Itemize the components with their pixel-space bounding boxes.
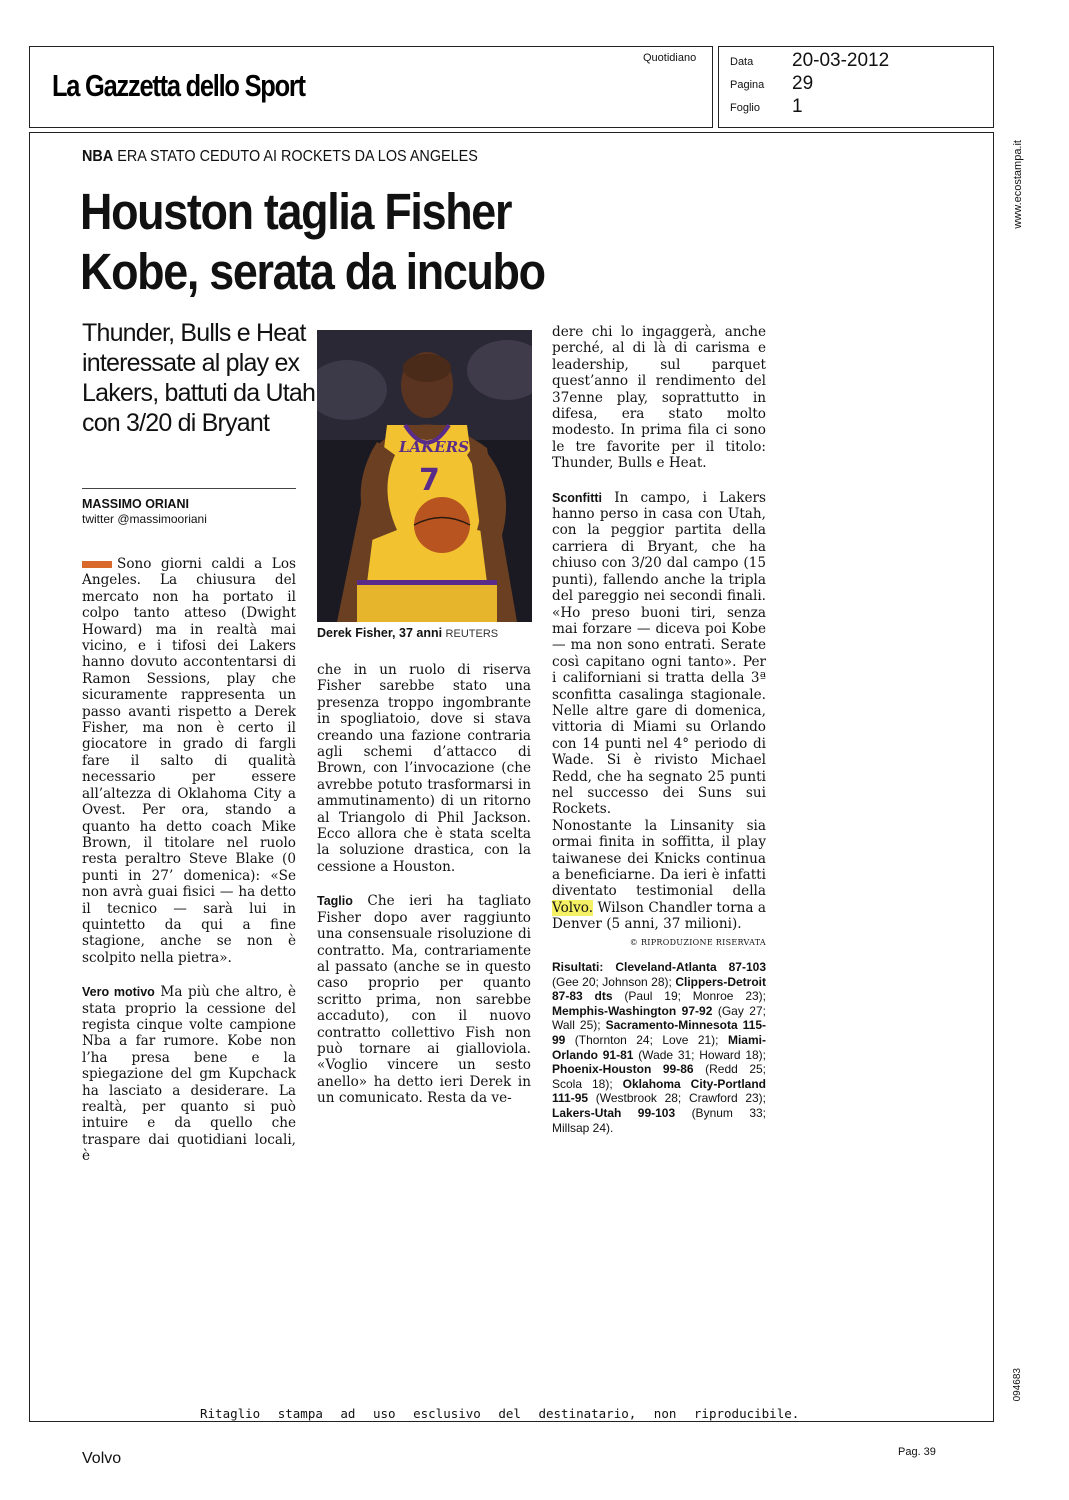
result-match: Phoenix-Houston 99-86 <box>552 1062 694 1077</box>
result-notes: (Bynum 33; Millsap 24). <box>552 1105 766 1135</box>
article-column-1 <box>82 556 296 1165</box>
subhead-lead: Vero motivo <box>82 985 155 1000</box>
kicker-tag: NBA <box>82 148 114 165</box>
result-notes: (Thornton 24; Love 21); <box>574 1032 719 1047</box>
publication-type: Quotidiano <box>643 52 697 64</box>
paragraph-text: Che ieri ha tagliato Fisher dopo aver raggiunto una consensuale risoluzione di contratto. Ma, contrariamente al passato (anche se in questo caso proprio per quanto scritto prima, non sarebbe accaduto), con il nuovo contratto collettivo Fish non può tornare ai gialloviola. «Voglio vincere un sesto anello» ha detto ieri Derek in un comunicato. Resta da ve- <box>317 893 531 1107</box>
player-photo <box>317 330 532 622</box>
date-label: Data <box>730 56 754 68</box>
result-match: Lakers-Utah 99-103 <box>552 1105 676 1120</box>
result-notes: (Gay 27; Wall 25); <box>552 1003 766 1033</box>
deck-divider <box>82 488 296 489</box>
paragraph-text: Sono giorni caldi a Los Angeles. La chiusura del mercato non ha portato il colpo tanto atteso (Dwight Howard) ma in realtà mai vicino, e i tifosi dei Lakers hanno dovuto accontentarsi di Ramon Sessions, play che sicuramente rappresenta un passo avanti rispetto a Derek Fisher, ma non è certo il giocatore in grado di fargli fare il salto di qualità necessario per essere all’altezza di Oklahoma City a Ovest. Per ora, stando a quanto ha detto coach Mike Brown, il titolare nel ruolo resta peraltro Steve Blake (0 punti in 27’ domenica): «Se non avrà guai fisici — ha detto il tecnico — sarà lui in quintetto da qui a fine stagione, anche se non è scolpito nella pietra». <box>82 556 296 966</box>
paragraph-text: Ma più che altro, è stata proprio la cessione del regista cinque volte campione Nba a far rumore. Kobe non l’ha presa bene e la spiegazione del gm Kupchack ha lasciato a desiderare. La realtà, per quanto si può intuire e da quello che traspare dai quotidiani locali, è <box>82 984 296 1165</box>
article-column-3 <box>552 324 766 933</box>
article-column-2 <box>317 662 531 1107</box>
sheet-label: Foglio <box>730 102 760 114</box>
paragraph-text: Nonostante la Linsanity sia ormai finita in soffitta, il play taiwanese dei Knicks continua a beneficiarne. Da ieri è infatti diventato testimonial della <box>552 817 766 900</box>
paragraph-text: Wilson Chandler torna a Denver (5 anni, 37 milioni). <box>552 899 766 933</box>
subhead-lead: Sconfitti <box>552 490 602 505</box>
highlighted-brand: Volvo. <box>552 899 594 916</box>
jersey-team: LAKERS <box>399 438 469 456</box>
side-url: www.ecostampa.it <box>1012 140 1024 229</box>
paragraph <box>552 490 766 818</box>
page-value: 29 <box>792 73 814 94</box>
paragraph-text: che in un ruolo di riserva Fisher sarebbe stato una presenza troppo ingombrante in spogliatoio, dove si stava creando una fazione contraria agli schemi d’attacco di Brown, con l’invocazione (che avrebbe potuto trasformarsi in ammutinamento) di un ritorno al Triangolo di Phil Jackson. Ecco allora che è stata scelta la soluzione drastica, con la cessione a Houston. <box>317 662 531 875</box>
headline-line-2: Kobe, serata da incubo <box>80 243 545 300</box>
paragraph <box>82 984 296 1164</box>
paragraph <box>552 818 766 933</box>
caption-name: Derek Fisher, 37 anni <box>317 626 443 640</box>
results-label: Risultati: <box>552 960 604 974</box>
kicker <box>82 148 478 166</box>
author-twitter: twitter @massimooriani <box>82 512 207 526</box>
paragraph <box>317 893 531 1106</box>
lead-bar <box>82 561 112 568</box>
paragraph-text: dere chi lo ingaggerà, anche perché, al di là di carisma e leadership, sul parquet quest’anno il rendimento del 37enne play, soprattutto in difesa, era stato molto modesto. In prima fila ci sono le tre favorite per il titolo: Thunder, Bulls e Heat. <box>552 324 766 472</box>
result-match: Miami-Orlando 91-81 <box>552 1032 766 1062</box>
results-box <box>552 960 766 1135</box>
author-byline: MASSIMO ORIANI <box>82 497 189 511</box>
result-match: Memphis-Washington 97-92 <box>552 1003 713 1018</box>
result-notes: (Wade 31; Howard 18); <box>638 1047 767 1062</box>
result-match: Oklahoma City-Portland 111-95 <box>552 1076 767 1106</box>
photo-caption <box>317 626 498 640</box>
copyright-notice: © RIPRODUZIONE RISERVATA <box>629 938 766 947</box>
result-notes: (Gee 20; Johnson 28); <box>552 974 672 989</box>
result-match: Clippers-Detroit 87-83 dts <box>552 974 766 1004</box>
usage-notice: Ritaglio stampa ad uso esclusivo del destinatario, non riproducibile. <box>200 1406 800 1421</box>
paragraph-text: In campo, i Lakers hanno perso in casa con Utah, con la peggior partita della carriera di Bryant, che ha chiuso con 3/20 dal campo (15 punti), fallendo anche la tripla del pareggio nei secondi finali. «Ho preso buoni tiri, senza mai forzare — diceva poi Kobe — ma non sono entrati. Serate così capitano ogni tanto». Per i californiani si tratta della 3ª sconfitta casalinga stagionale. Nelle altre gare di domenica, vittoria di Miami su Orlando con 14 punti nel 4° periodo di Wade. Si è rivisto Michael Redd, che ha segnato 25 punti nel successo dei Suns sui Rockets. <box>552 489 767 818</box>
paragraph <box>82 556 296 966</box>
result-match: Cleveland-Atlanta 87-103 <box>615 960 766 974</box>
sheet-value: 1 <box>792 96 803 117</box>
newspaper-logo: La Gazzetta dello Sport <box>52 68 305 103</box>
subhead-lead: Taglio <box>317 894 353 909</box>
jersey-number: 7 <box>419 463 440 498</box>
result-match: Sacramento-Minnesota 115-99 <box>552 1018 766 1047</box>
result-notes: (Paul 19; Monroe 23); <box>624 989 767 1004</box>
headline-line-1: Houston taglia Fisher <box>80 183 512 240</box>
date-value: 20-03-2012 <box>792 50 890 71</box>
result-notes: (Redd 25; Scola 18); <box>552 1062 767 1091</box>
page-number: Pag. 39 <box>898 1446 936 1458</box>
result-notes: (Westbrook 28; Crawford 23); <box>595 1091 766 1106</box>
client-brand: Volvo <box>82 1450 122 1467</box>
kicker-text: ERA STATO CEDUTO AI ROCKETS DA LOS ANGELES <box>117 148 478 165</box>
deck: Thunder, Bulls e Heat interessate al play ex Lakers, battuti da Utah con 3/20 di Bryant <box>82 319 316 437</box>
page-label: Pagina <box>730 79 765 91</box>
side-code: 094683 <box>1012 1368 1023 1402</box>
caption-credit: REUTERS <box>445 628 499 640</box>
